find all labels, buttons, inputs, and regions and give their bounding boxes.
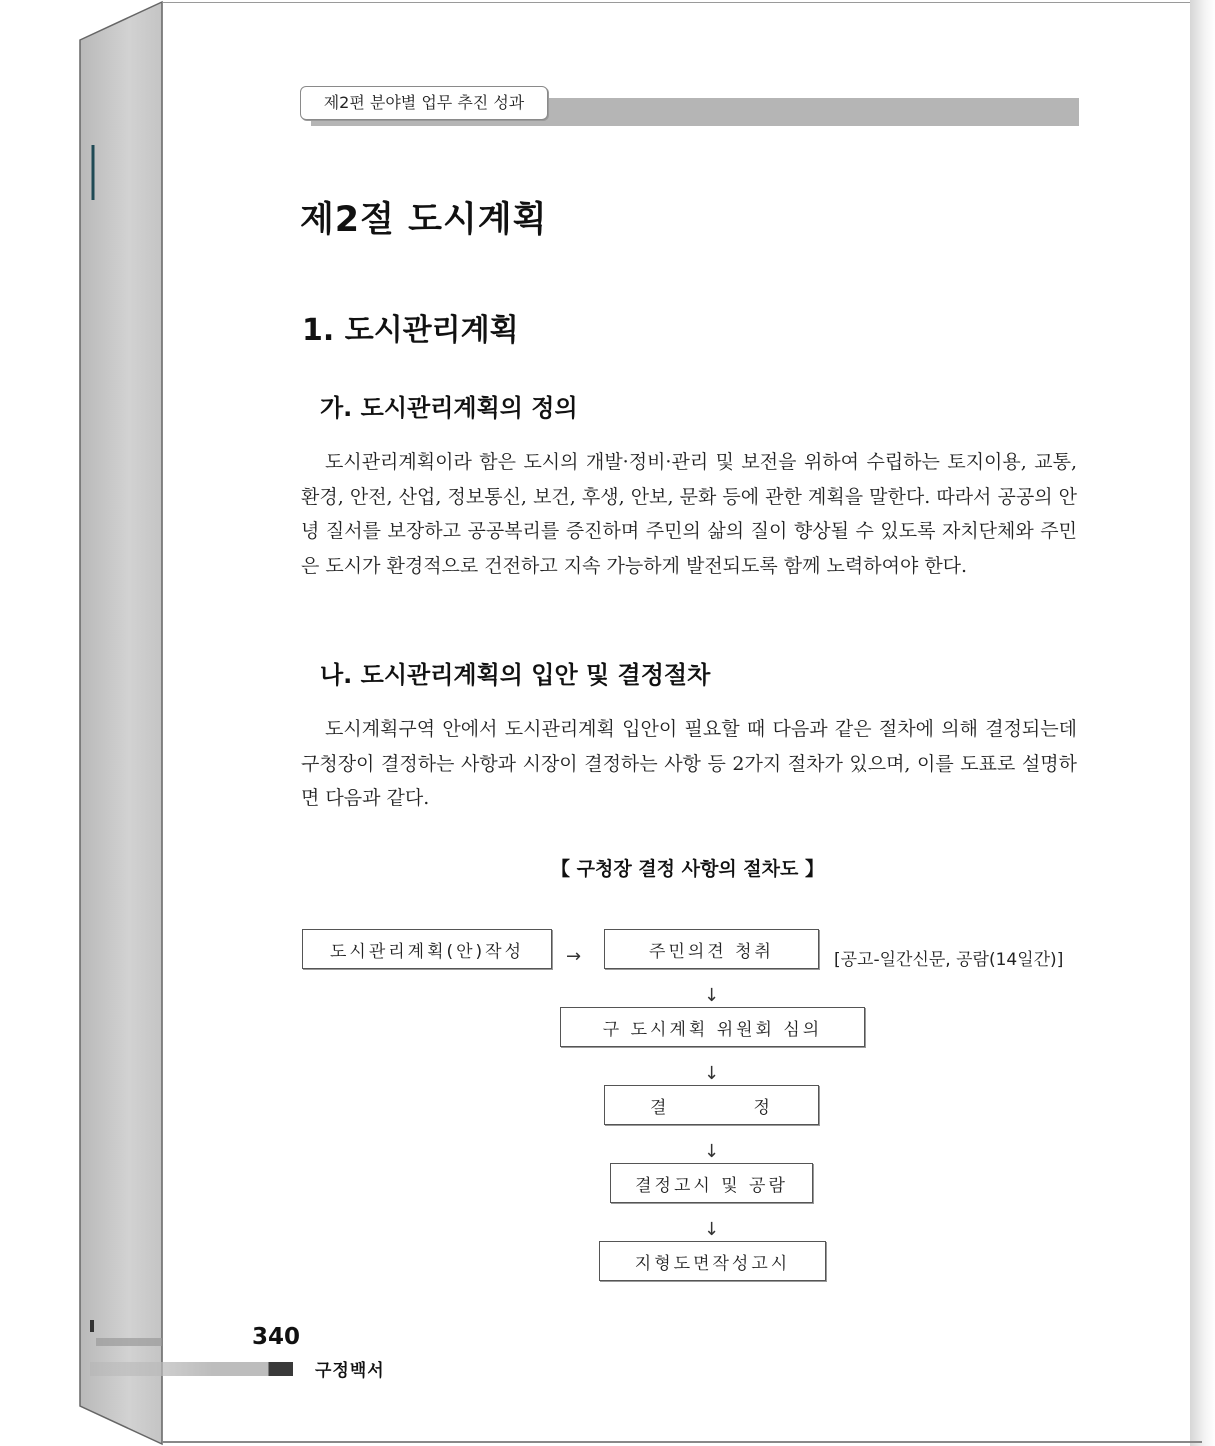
heading-1: 1. 도시관리계획: [302, 313, 519, 348]
step-hearing-box: 주민의견 청취: [604, 929, 819, 969]
arrow-down-3: ↓: [704, 1141, 720, 1162]
subsection-a-body: 도시관리계획이라 함은 도시의 개발·정비·관리 및 보전을 위하여 수립하는 토지이용, 교통, 환경, 안전, 산업, 정보통신, 보건, 후생, 안보, 문화 등에 관한 계획을 말한다. 따라서 공공의 안녕 질서를 보장하고 공공복리를 증진하며 주민의 삶의 질이 향상될 수 있도록 자치단체와 주민은 도시가 환경적으로 건전하고 지속 가능하게 발전되도록 함께 노력하여야 한다.: [301, 451, 1077, 577]
book-title: 구정백서: [315, 1361, 385, 1381]
step-notice-box: 결정고시 및 공람: [610, 1163, 813, 1203]
subsection-a-title: 가. 도시관리계획의 정의: [320, 394, 578, 422]
subsection-b-body: 도시계획구역 안에서 도시관리계획 입안이 필요할 때 다음과 같은 절차에 의해 결정되는데 구청장이 결정하는 사항과 시장이 결정하는 사항 등 2가지 절차가 있으며, 이를 도표로 설명하면 다음과 같다.: [301, 718, 1077, 809]
step-decision-box: 결 정: [604, 1085, 819, 1125]
arrow-down-4: ↓: [704, 1219, 720, 1240]
book-spine: [0, 0, 170, 1446]
step-draft-box: 도시관리계획(안)작성: [302, 929, 552, 969]
chapter-tab: 제2편 분야별 업무 추진 성과: [300, 86, 548, 120]
step-committee-box: 구 도시계획 위원회 심의: [560, 1007, 865, 1047]
flowchart-title: 【 구청장 결정 사항의 절차도 】: [551, 858, 824, 880]
step-topo-box: 지형도면작성고시: [599, 1241, 826, 1281]
arrow-down-2: ↓: [704, 1063, 720, 1084]
page-number: 340: [252, 1324, 301, 1350]
subsection-b-title: 나. 도시관리계획의 입안 및 결정절차: [320, 661, 711, 689]
hearing-note: [공고-일간신문, 공람(14일간)]: [834, 950, 1064, 970]
section-title: 제2절 도시계획: [300, 200, 548, 240]
footer-bar: [90, 1362, 293, 1376]
arrow-down-1: ↓: [704, 985, 720, 1006]
page-bottom-edge: [162, 1441, 1202, 1443]
page-edge-shadow: [1190, 0, 1215, 1446]
arrow-right: →: [566, 946, 582, 967]
